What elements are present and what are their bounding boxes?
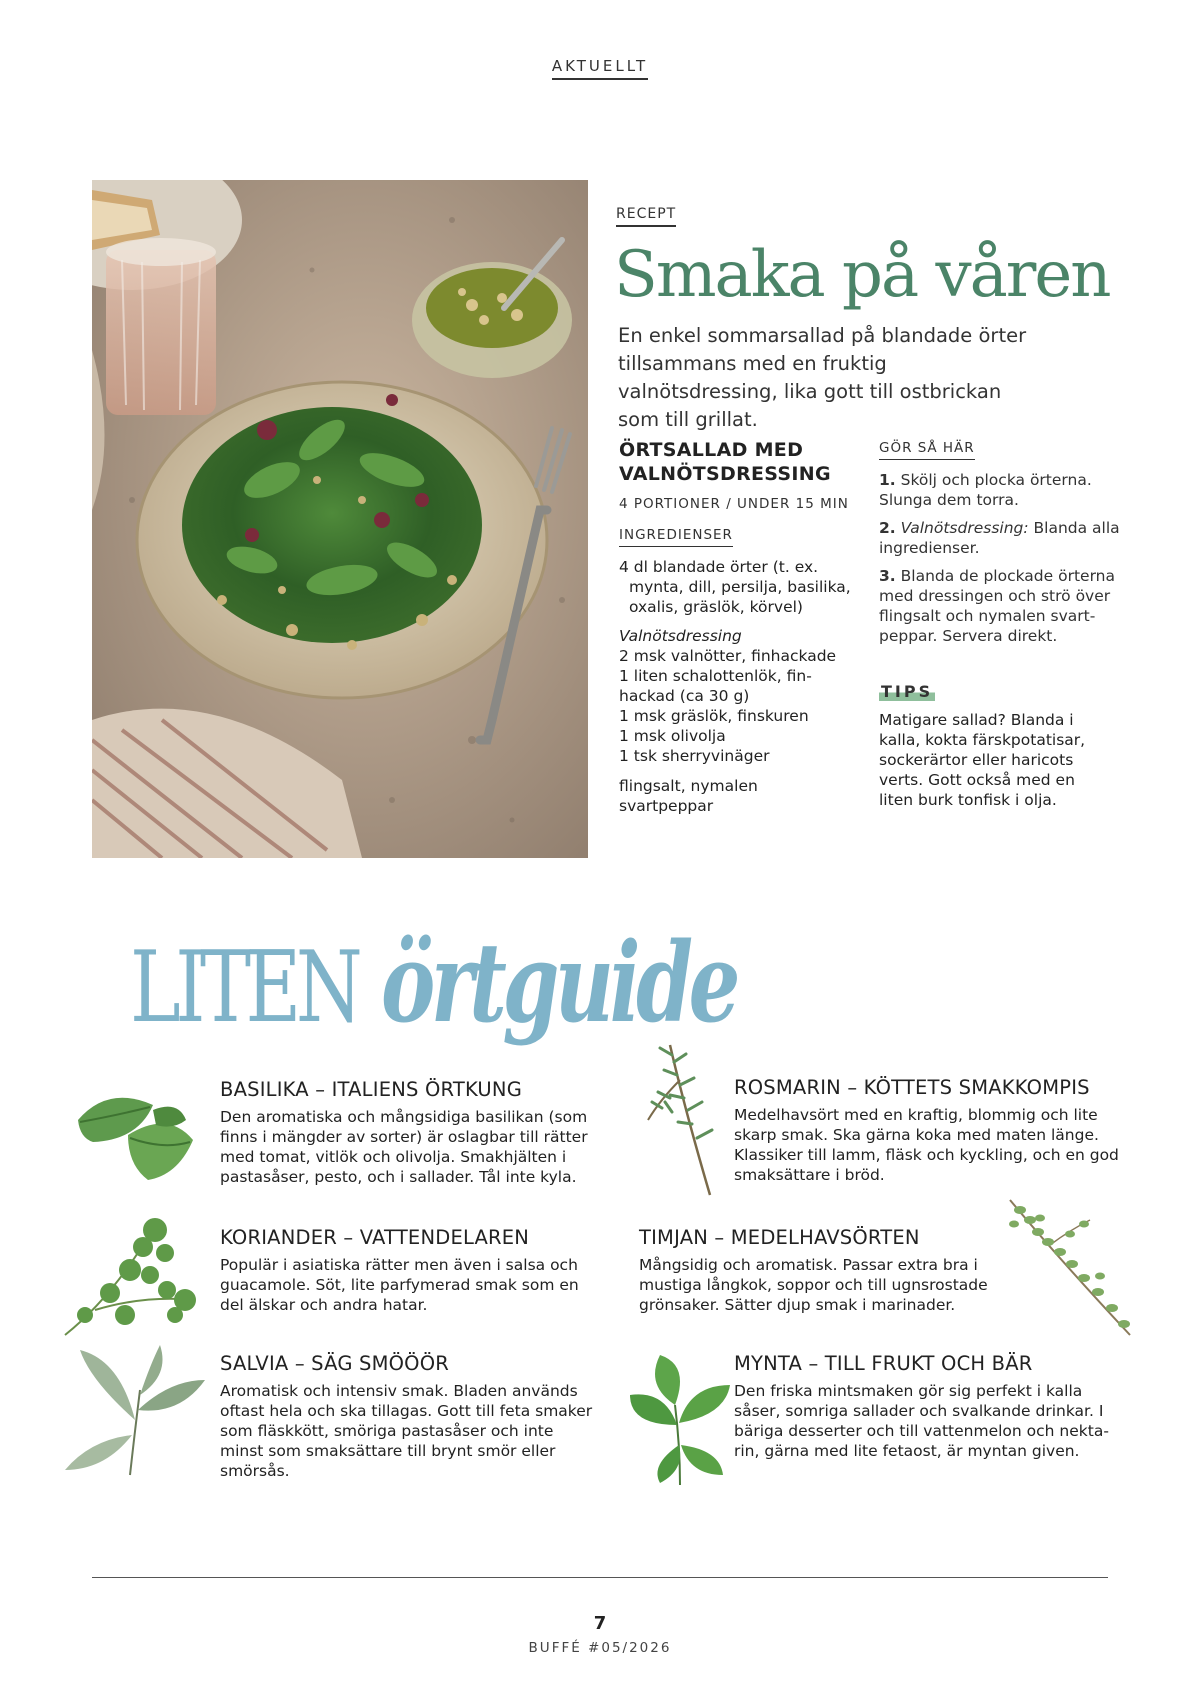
ingredient-line: mynta, dill, persilja, basilika, xyxy=(629,578,851,596)
herb-title: KORIANDER – VATTENDELAREN xyxy=(220,1226,530,1249)
section-header xyxy=(0,56,1200,80)
recipe-title: Smaka på våren xyxy=(614,238,1110,312)
dish-name xyxy=(619,438,849,486)
ingredient-line: 1 tsk sherryvinäger xyxy=(619,747,770,765)
ingredient-line: 1 liten schalottenlök, fin- xyxy=(619,667,812,685)
coriander-icon xyxy=(55,1205,205,1345)
section-label: AKTUELLT xyxy=(552,57,648,80)
herb-title: SALVIA – SÄG SMÖÖÖR xyxy=(220,1352,450,1375)
herb-timjan xyxy=(639,1226,994,1315)
step-text: Blanda alla ingredienser. xyxy=(879,519,1120,557)
guide-heading-word1: LITEN xyxy=(130,931,358,1045)
herb-text: Den aromatiska och mångsidiga basilikan (som finns i mängder av sorter) är oslagbar till rätter med tomat, vitlök och olivolja. Smakhjälten i pastasåser, pesto, och i sallader. Tål inte kyla. xyxy=(220,1108,588,1186)
ingredient-line: 4 dl blandade örter (t. ex. xyxy=(619,558,819,576)
tips-text: Matigare sallad? Blanda i kalla, kokta färskpotatisar, sockerärtor eller haricots verts. Gott också med en liten burk tonfisk i olja. xyxy=(879,711,1086,809)
step-number: 3. xyxy=(879,567,896,585)
dish-name-line1: ÖRTSALLAD MED xyxy=(619,439,804,461)
herb-title: ROSMARIN – KÖTTETS SMAKKOMPIS xyxy=(734,1076,1090,1099)
herb-salvia xyxy=(220,1352,600,1481)
herb-text: Aromatisk och intensiv smak. Bladen används oftast hela och ska tillagas. Gott till feta smaker som fläskkött, smöriga pastasåser och inte minst som smaksättare till brynt smör eller smörsås. xyxy=(220,1382,593,1480)
ingredient-line: flingsalt, nymalen xyxy=(619,777,758,795)
ingredient-line: 1 msk gräslök, finskuren xyxy=(619,707,809,725)
herb-text: Medelhavsört med en kraftig, blommig och lite skarp smak. Ska gärna koka med maten länge. Klassiker till lamm, fläsk och kyckling, och en god smaksättare i bröd. xyxy=(734,1106,1119,1184)
tips-label: TIPS xyxy=(881,682,934,701)
ingredient-list-seasoning xyxy=(619,776,819,816)
thyme-icon xyxy=(1000,1190,1140,1340)
ingredient-line: svartpeppar xyxy=(619,797,714,815)
herb-title: BASILIKA – ITALIENS ÖRTKUNG xyxy=(220,1078,523,1101)
guide-heading xyxy=(130,918,861,1047)
herb-text: Populär i asiatiska rätter men även i salsa och guacamole. Söt, lite parfymerad smak som en del älskar och andra hatar. xyxy=(220,1256,579,1314)
ingredient-line: 2 msk valnötter, finhackade xyxy=(619,647,837,665)
basil-icon xyxy=(68,1080,198,1190)
step-2 xyxy=(879,518,1124,558)
herb-rosmarin xyxy=(734,1076,1119,1185)
herb-mynta xyxy=(734,1352,1114,1461)
step-number: 2. xyxy=(879,519,896,537)
mint-icon xyxy=(625,1345,735,1485)
page-number: 7 xyxy=(593,1613,607,1634)
herb-koriander xyxy=(220,1226,600,1315)
step-number: 1. xyxy=(879,471,896,489)
step-text: Blanda de plockade örterna med dressingen och strö över flingsalt och nymalen svart-peppar. Servera direkt. xyxy=(879,567,1115,645)
recipe-intro: En enkel sommarsallad på blandade örter tillsammans med en fruktig valnötsdressing, lika gott till ostbrickan som till grillat. xyxy=(618,324,1027,431)
rosemary-icon xyxy=(640,1040,730,1200)
sage-icon xyxy=(60,1340,210,1480)
issue-label: BUFFÉ #05/2026 xyxy=(528,1640,672,1656)
recipe-meta: 4 PORTIONER / UNDER 15 MIN xyxy=(619,496,849,512)
herb-basilika xyxy=(220,1078,600,1187)
dish-name-line2: VALNÖTSDRESSING xyxy=(619,463,831,485)
ingredient-line: oxalis, gräslök, körvel) xyxy=(629,598,803,616)
herb-text: Mångsidig och aromatisk. Passar extra bra i mustiga långkok, soppor och till ugnsrostade grönsaker. Sätter djup smak i marinader. xyxy=(639,1256,988,1314)
step-3 xyxy=(879,566,1124,646)
ingredients-heading: INGREDIENSER xyxy=(619,527,733,547)
herb-title: TIMJAN – MEDELHAVSÖRTEN xyxy=(639,1226,920,1249)
ingredient-line: hackad (ca 30 g) xyxy=(619,687,750,705)
herb-title: MYNTA – TILL FRUKT OCH BÄR xyxy=(734,1352,1033,1375)
guide-heading-word2: örtguide xyxy=(381,918,737,1047)
steps-list xyxy=(879,470,1124,654)
footer-divider xyxy=(92,1577,1108,1578)
step-italic: Valnötsdressing: xyxy=(900,519,1029,537)
ingredient-list-dressing xyxy=(619,626,854,766)
recipe-kicker: RECEPT xyxy=(616,206,676,227)
step-1 xyxy=(879,470,1124,510)
dressing-subheading: Valnötsdressing xyxy=(619,627,742,645)
ingredient-list-herbs xyxy=(619,557,854,617)
salad-photo xyxy=(92,180,588,858)
ingredient-line: 1 msk olivolja xyxy=(619,727,726,745)
steps-heading: GÖR SÅ HÄR xyxy=(879,440,975,460)
herb-text: Den friska mintsmaken gör sig perfekt i kalla såser, somriga sallader och svalkande drinkar. I bäriga desserter och till vattenmelon och nekta-rin, gärna med lite fetaost, är myntan given. xyxy=(734,1382,1109,1460)
step-text: Skölj och plocka örterna. Slunga dem torra. xyxy=(879,471,1092,509)
